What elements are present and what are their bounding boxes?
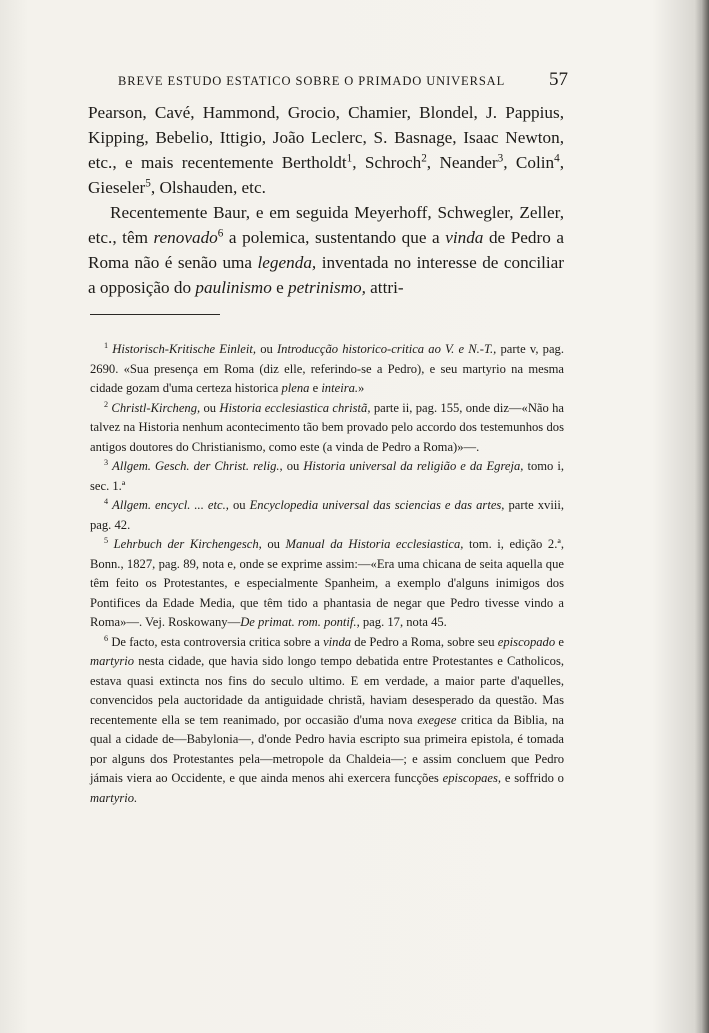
footnote-1: $^1$ Historisch-Kritische Einleit, ou Introducção historico-critica ao V. e N.-T., parte v, pag. 2690. «Sua presença em Roma (diz elle, referindo-se a Pedro), e seu martyrio na mesma cidade gozam d'uma certeza historica plena e inteira.»: [90, 340, 564, 395]
page-edge-shadow: [701, 0, 709, 1033]
footnote-ref-6: 6: [217, 227, 224, 240]
footnote-ref-5: 5: [145, 177, 151, 190]
paragraph-1: Pearson, Cavé, Hammond, Grocio, Chamier, Blondel, J. Pappius, Kipping, Bebelio, Ittigio, João Leclerc, S. Basnage, Isaac Newton, etc., e mais recentemente Bertholdt$^1$, Schroch$^2$, Neander$^3$, Colin$^4$, Gieseler$^5$, Olshauden, etc.: [88, 103, 564, 197]
footnote-rule: [90, 314, 220, 315]
footnote-2: $^2$ Christl-Kircheng, ou Historia ecclesiastica christã, parte ii, pag. 155, onde diz—«Não ha talvez na Historia nenhum acontecimento tão bem provado pelo accordo dos testemunhos dos antigos doutores do Christianismo, como este (a vinda de Pedro a Roma)»—.: [90, 399, 565, 454]
paragraph-2: Recentemente Baur, e em seguida Meyerhoff, Schwegler, Zeller, etc., têm renovado$^6$ a polemica, sustentando que a vinda de Pedro a Roma não é senão uma legenda, inventada no interesse de conciliar a opposição do paulinismo e petrinismo, attri-: [88, 203, 564, 297]
footnote-3: $^3$ Allgem. Gesch. der Christ. relig., ou Historia universal da religião e da Egreja, tomo i, sec. 1.ª: [90, 457, 565, 493]
main-text: [88, 100, 564, 300]
running-title: BREVE ESTUDO ESTATICO SOBRE O PRIMADO UNIVERSAL: [118, 74, 506, 88]
footnote-5: $^5$ Lehrbuch der Kirchengesch, ou Manual da Historia ecclesiastica, tom. i, edição 2.ª, Bonn., 1827, pag. 89, nota e, onde se exprime assim:—«Era uma chicana de seita aquella que têm feito os Protestantes, e especialmente Spanheim, a exemplo d'alguns inimigos dos Pontifices da Edade Media, que têm tido a phantasia de negar que Pedro tivesse vindo a Roma»—. Vej. Roskowany—De primat. rom. pontif., pag. 17, nota 45.: [90, 535, 564, 629]
running-header: [118, 69, 568, 90]
footnote-ref-2: 2: [421, 152, 427, 165]
footnote-ref-3: 3: [497, 152, 504, 165]
footnotes: [90, 340, 564, 808]
footnote-ref-1: 1: [346, 152, 353, 165]
footnote-ref-4: 4: [554, 152, 560, 165]
page-number: 57: [549, 69, 568, 90]
footnote-4: $^4$ Allgem. encycl. ... etc., ou Encyclopedia universal das sciencias e das artes, parte xviii, pag. 42.: [90, 496, 564, 532]
footnote-6: $^6$ De facto, esta controversia critica sobre a vinda de Pedro a Roma, sobre seu episcopado e martyrio nesta cidade, que havia sido longo tempo debatida entre Protestantes e Catholicos, estava quasi extincta nos fins do seculo ultimo. E em verdade, a maior parte d'aquelles, convencidos pela auctoridade da antiguidade christã, haviam desesperado da questão. Mas recentemente ella se tem reanimado, por occasião d'uma nova exegese critica da Biblia, na qual a cidade de—Babylonia—, d'onde Pedro havia escripto sua primeira epistola, é tomada por alguns dos Protestantes pela—metropole da Chaldeia—; e assim concluem que Pedro jámais viera ao Occidente, e que ainda menos ahi exercera funcções episcopaes, e soffrido o martyrio.: [90, 633, 564, 805]
